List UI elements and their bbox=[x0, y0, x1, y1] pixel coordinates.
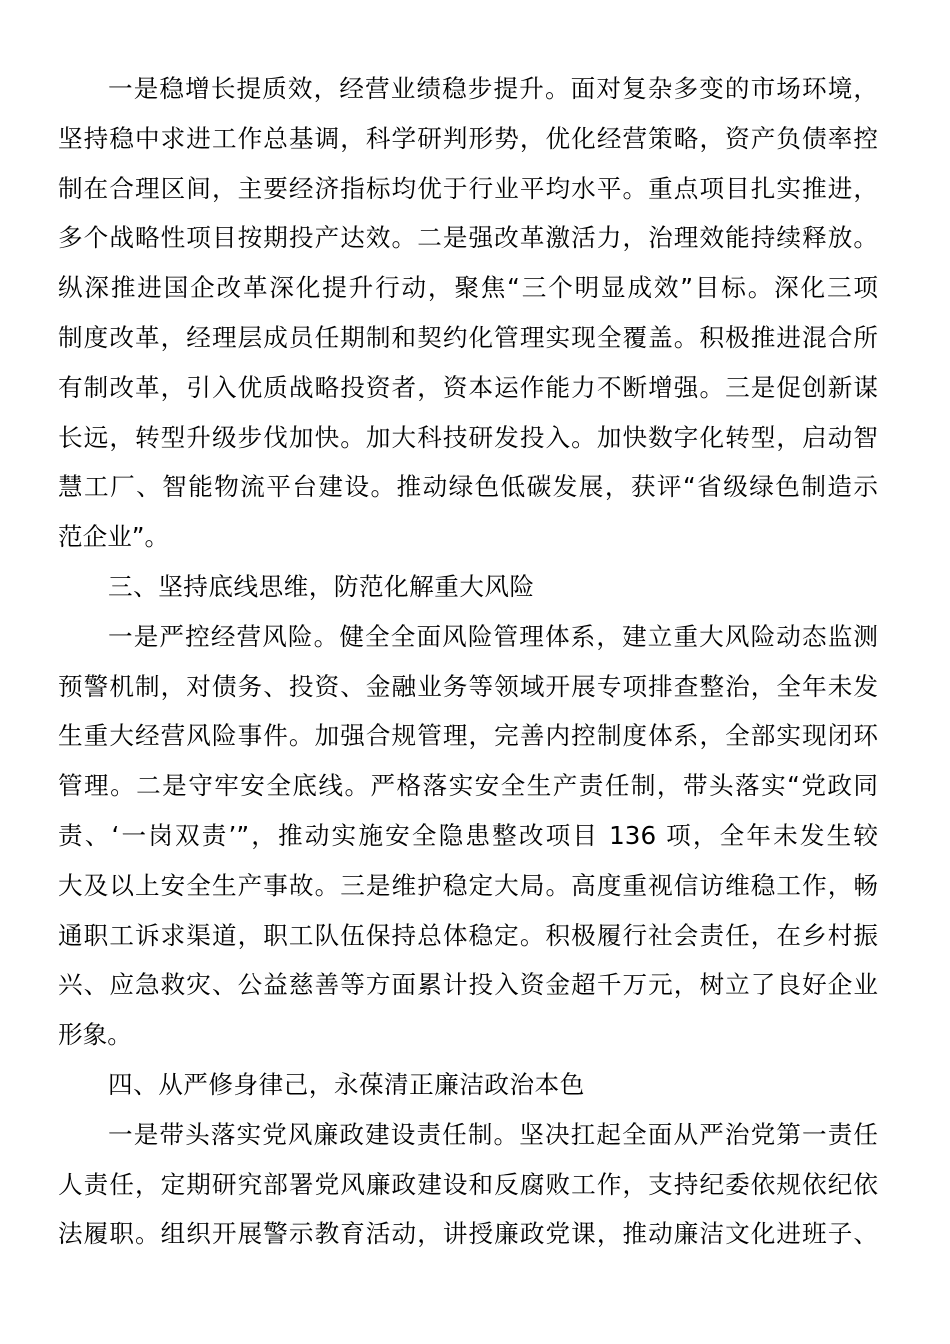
text-line: 有制改革，引入优质战略投资者，资本运作能力不断增强。三是促创新谋 bbox=[58, 372, 878, 402]
text-line: 兴、应急救灾、公益慈善等方面累计投入资金超千万元，树立了良好企业 bbox=[58, 970, 878, 1000]
document-page bbox=[58, 64, 878, 1259]
text-line: 一是稳增长提质效，经营业绩稳步提升。面对复杂多变的市场环境， bbox=[108, 74, 878, 103]
text-line: 形象。 bbox=[58, 1020, 132, 1050]
text-line: 多个战略性项目按期投产达效。二是强改革激活力，治理效能持续释放。 bbox=[58, 223, 878, 253]
paragraph-party-conduct bbox=[58, 1110, 878, 1259]
section-heading-risk: 三、坚持底线思维，防范化解重大风险 bbox=[108, 571, 535, 601]
text-line: 制度改革，经理层成员任期制和契约化管理实现全覆盖。积极推进混合所 bbox=[58, 322, 878, 352]
paragraph-business-performance bbox=[58, 64, 878, 562]
text-line: 坚持稳中求进工作总基调，科学研判形势，优化经营策略，资产负债率控 bbox=[58, 123, 878, 153]
text-line: 慧工厂、智能物流平台建设。推动绿色低碳发展，获评“省级绿色制造示 bbox=[58, 472, 878, 502]
text-line: 人责任，定期研究部署党风廉政建设和反腐败工作，支持纪委依规依纪依 bbox=[58, 1169, 878, 1199]
section-heading-integrity: 四、从严修身律己，永葆清正廉洁政治本色 bbox=[108, 1069, 585, 1099]
text-line: 责、‘一岗双责’”，推动实施安全隐患整改项目 136 项，全年未发生较 bbox=[58, 820, 878, 850]
text-line: 生重大经营风险事件。加强合规管理，完善内控制度体系，全部实现闭环 bbox=[58, 721, 878, 751]
text-line: 范企业”。 bbox=[58, 522, 170, 552]
text-line: 长远，转型升级步伐加快。加大科技研发投入。加快数字化转型，启动智 bbox=[58, 422, 878, 452]
text-line: 大及以上安全生产事故。三是维护稳定大局。高度重视信访维稳工作，畅 bbox=[58, 870, 878, 900]
paragraph-risk-control bbox=[58, 612, 878, 1060]
text-line: 法履职。组织开展警示教育活动，讲授廉政党课，推动廉洁文化进班子、 bbox=[58, 1219, 878, 1249]
text-line: 纵深推进国企改革深化提升行动，聚焦“三个明显成效”目标。深化三项 bbox=[58, 273, 878, 303]
text-line: 一是带头落实党风廉政建设责任制。坚决扛起全面从严治党第一责任 bbox=[108, 1119, 878, 1149]
text-line: 通职工诉求渠道，职工队伍保持总体稳定。积极履行社会责任，在乡村振 bbox=[58, 920, 878, 950]
text-line: 管理。二是守牢安全底线。严格落实安全生产责任制，带头落实“党政同 bbox=[58, 771, 878, 801]
text-line: 制在合理区间，主要经济指标均优于行业平均水平。重点项目扎实推进， bbox=[58, 173, 878, 203]
text-line: 一是严控经营风险。健全全面风险管理体系，建立重大风险动态监测 bbox=[108, 621, 878, 651]
text-line: 预警机制，对债务、投资、金融业务等领域开展专项排查整治，全年未发 bbox=[58, 671, 878, 701]
